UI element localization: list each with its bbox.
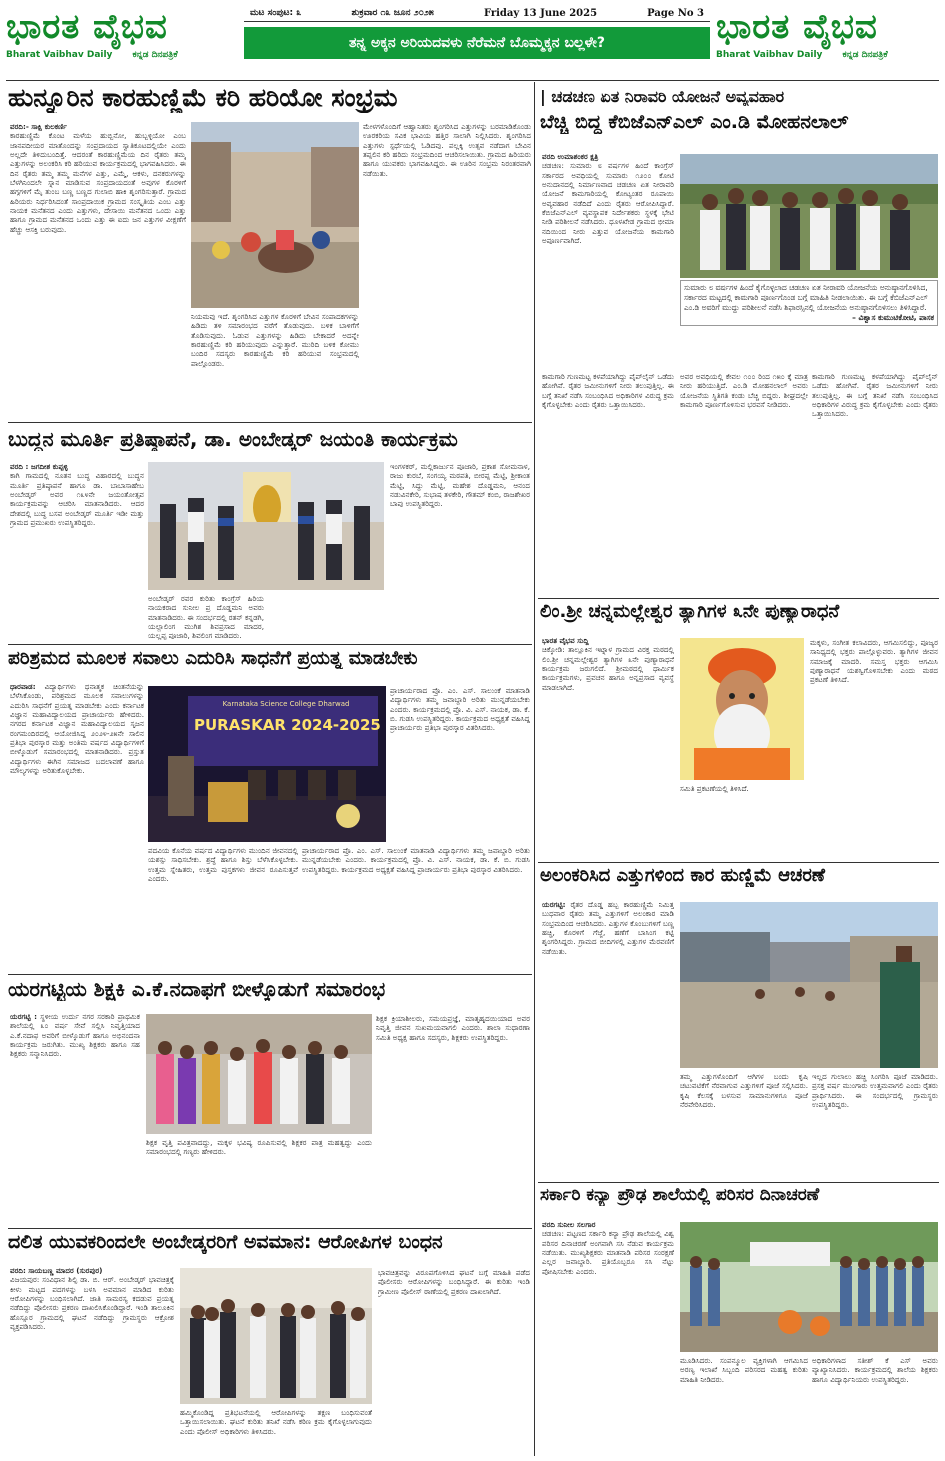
logo-subtitle-en: Bharat Vaibhav Daily [716, 50, 823, 60]
story-body-col3: ಅಂಬೇಡ್ಕರ್ ರವರ ಕುರಿತು ಕಾಂಗ್ರೆಸ್ ಹಿರಿಯ ನಾಯಕರಾದ ಸುನೀಲ ಪ್ರ ದೊಡ್ಡಮನಿ ಅವರು ಮಾತನಾಡಿದರು. ಈ ಸಂದರ್ಭದಲ್ಲಿ ರತನ್ ಕನ್ನಡಗಿ, ಯಲ್ಲಾಲಿಂಗ ಮುಗಿಶ ಶಿವಪ್ರಸಾದ ಮಾದರ, ಯಲ್ಲಪ್ಪ ಪೂಜಾರಿ, ಶಿವಲಿಂಗ ಮಾಡಿದರು. [148, 594, 264, 640]
byline: ಯರಗಟ್ಟಿ : [10, 1012, 37, 1021]
story-body-col2: ಶಿಕ್ಷಕ ವೃತ್ತಿ ಪವಿತ್ರವಾದದ್ದು, ಮಕ್ಕಳ ಭವಿಷ್ಯ ರೂಪಿಸುವಲ್ಲಿ ಶಿಕ್ಷಕರ ಪಾತ್ರ ಮಹತ್ವದ್ದು ಎಂದು ಸಮಾರಂಭದಲ್ಲಿ ಗಣ್ಯರು ಹೇಳಿದರು. [146, 1138, 372, 1157]
story-body-col3: ಪ್ರಾಚಾರ್ಯರಾದ ಪ್ರೊ. ಎಂ. ಎಸ್. ಸಾಲುಂಕೆ ಮಾತನಾಡಿ ವಿದ್ಯಾರ್ಥಿಗಳು ತಮ್ಮ ಜವಾಬ್ದಾರಿ ಅರಿತು ಮುನ್ನಡೆಯಬೇಕು ಎಂದರು. ಕಾರ್ಯಕ್ರಮದಲ್ಲಿ ಪ್ರೊ. ವಿ. ಎಸ್. ನಾಯಕ, ಡಾ. ಕೆ. ಬಿ. ಗುಡಸಿ ಉಪಸ್ಥಿತರಿದ್ದರು. ಕಾರ್ಯಕ್ರಮದ ಅಧ್ಯಕ್ಷತೆ ವಹಿಸಿದ್ದ ಪ್ರಾಚಾರ್ಯರು ಪ್ರತಿಭಾ ಪುರಸ್ಕಾರ ವಿತರಿಸಿದರು. [302, 846, 530, 874]
column-divider [534, 82, 535, 1456]
headline: ಹುನ್ನೂರಿನ ಕಾರಹುಣ್ಣಿಮೆ ಕರಿ ಹರಿಯೋ ಸಂಭ್ರಮ [8, 84, 398, 112]
story-body-col1: ಯರಗಟ್ಟಿ : ಸ್ಥಳೀಯ ಉರ್ದು ನಗರ ಸರಕಾರಿ ಪ್ರಾಥಮಿಕ ಶಾಲೆಯಲ್ಲಿ ೩೦ ವರ್ಷ ಸೇವೆ ಸಲ್ಲಿಸಿ ನಿವೃತ್ತಿಯಾದ ಎ.ಕೆ.ನದಾಫ ಅವರಿಗೆ ಬೀಳ್ಕೊಡುಗೆ ಹಾಗೂ ಅಭಿನಂದನಾ ಕಾರ್ಯಕ್ರಮ ಜರುಗಿತು. ಮುಖ್ಯ ಶಿಕ್ಷಕರು ಹಾಗೂ ಸಹ ಶಿಕ್ಷಕರು ಸನ್ಮಾನಿಸಿದರು. [10, 1012, 140, 1059]
headline: ಯರಗಟ್ಟಿಯ ಶಿಕ್ಷಕಿ ಎ.ಕೆ.ನದಾಫಗೆ ಬೀಳ್ಕೊಡುಗೆ ಸಮಾರಂಭ [8, 978, 386, 1001]
story-body-col3: ಅಧಿಕಾರಿಗಳಾದ ಸತೀಶ್ ಕೆ ಎಸ್ ಅವರು ವ್ಯಾಖ್ಯಾನಿಸಿದರು. ಕಾರ್ಯಕ್ರಮದಲ್ಲಿ ಶಾಲೆಯ ಶಿಕ್ಷಕರು ಹಾಗೂ ವಿದ್ಯಾರ್ಥಿನಿಯರು ಉಪಸ್ಥಿತರಿದ್ದರು. [812, 1356, 938, 1384]
date-english: Friday 13 June 2025 [483, 8, 598, 19]
logo-left [6, 4, 231, 76]
story-body-col2: ನಿಯಮವು ಇದೆ. ಶೃಂಗರಿಸಿದ ಎತ್ತುಗಳ ಕೊರಳಿಗೆ ಬೇವಿನ ಸಂಪಾದಕಗಳನ್ನು ಹಿಡಿದು ತಳಿ ಸಮಾರಂಭದ ವರೆಗೆ ತೊಡುವುದು. ಬಳಿಕ ಬಾಳಿಗೆಗೆ ತೊಡಿಸುವುದು. ಓಡುವ ಎತ್ತುಗಳನ್ನು ಹಿಡಿದು ಬೇಕಾದರೆ ಅದನ್ನೇ ಕಾರಹುಣ್ಣಿಮೆ ಕರಿ ಹರಿಯುವುದು ಎನ್ನುತ್ತಾರೆ. ಮುರಿದಿ ಬಳಿಕ ಕೋಮು ಬಂದಿರ ಸದಸ್ಯರು ಕಾರಹುಣ್ಣಿಮೆ ಕರಿ ಹರಿಯುವ ಸಂಭ್ರಮದಲ್ಲಿ ಪಾಲ್ಗೊಂಡರು. [191, 312, 359, 368]
story-teacher-farewell [8, 978, 530, 1001]
masthead [6, 4, 939, 78]
story-body-col2: ಪದವಿಯ ಕೊನೆಯ ವರ್ಷದ ವಿದ್ಯಾರ್ಥಿಗಳು ಮುಂದಿನ ಜೀವನದಲ್ಲಿ ಯಶಸ್ಸು ಸಾಧಿಸಬೇಕು. ಶ್ರದ್ಧೆ ಹಾಗೂ ಶಿಸ್ತು ಬೆಳೆಸಿಕೊಳ್ಳಬೇಕು. ಉತ್ತಮ ಸ್ನೇಹಿತರು, ಉತ್ತಮ ಪುಸ್ತಕಗಳು ಜೀವನ ರೂಪಿಸುತ್ತವೆ ಎಂದರು. [148, 846, 298, 884]
logo-subtitle-kn: ಕನ್ನಡ ದಿನಪತ್ರಿಕೆ [132, 50, 178, 60]
byline: ವರದಿ:- ಸಾಕ್ಷಿ ಕುಲಕರ್ಣಿ [10, 122, 67, 131]
story-body-col1: ವರದಿ ಉಮಾಶಂಕರ ಕ್ಷತ್ರಿ ಚಡಚಣ: ಸುಮಾರು ೮ ವರ್ಷಗಳ ಹಿಂದೆ ಕಾಂಗ್ರೆಸ್ ಸರ್ಕಾರದ ಅವಧಿಯಲ್ಲಿ ಸುಮಾರು ೧೨೦೦ ಕೋಟಿ ಅನುದಾನದಲ್ಲಿ ನಿರ್ಮಾಣವಾದ ಚಡಚಣ ಏತ ನೀರಾವರಿ ಯೋಜನೆ ಕಾಮಗಾರಿಯಲ್ಲಿ ಕೋಟ್ಯಂತರ ರೂಪಾಯಿ ಅವ್ಯವಹಾರ ನಡೆದಿದೆ ಎಂದು ರೈತರು ಆರೋಪಿಸಿದ್ದಾರೆ. ಕೆಬಿಜೆಎನ್‌ಎಲ್ ವ್ಯವಸ್ಥಾಪಕ ನಿರ್ದೇಶಕರು ಸ್ಥಳಕ್ಕೆ ಭೇಟಿ ನೀಡಿ ಪರಿಶೀಲನೆ ನಡೆಸಿದರು. ಧೂಳಖೇಡ ಗ್ರಾಮದ ಭೀಮಾ ನದಿಯಿಂದ ನೀರು ಎತ್ತುವ ಯೋಜನೆಯ ಕಾಮಗಾರಿ ಅಪೂರ್ಣವಾಗಿದೆ. [542, 152, 674, 246]
story-body-col2: ಹಮ್ಮಿಕೊಂಡಿದ್ದ ಪ್ರತಿಭಟನೆಯಲ್ಲಿ ಆರೋಪಿಗಳನ್ನು ತಕ್ಷಣ ಬಂಧಿಸುವಂತೆ ಒತ್ತಾಯಿಸಲಾಯಿತು. ಘಟನೆ ಕುರಿತು ತನಿಖೆ ನಡೆಸಿ ಕಠಿಣ ಕ್ರಮ ಕೈಗೊಳ್ಳಲಾಗುವುದು ಎಂದು ಪೊಲೀಸ್ ಅಧಿಕಾರಿಗಳು ತಿಳಿಸಿದರು. [180, 1408, 372, 1436]
story-caption-swamiji: ಸಮಿತಿ ಪ್ರಕಟಣೆಯಲ್ಲಿ ತಿಳಿಸಿದೆ. [680, 784, 749, 793]
story-body-col2: ಇಂಗಳಕರ್, ಮಲ್ಲಿಕಾರ್ಜುನ ಪೂಜಾರಿ, ಪ್ರಕಾಶ ಸೋಮನಾಳ, ರಾಜು ಕುರಬೆ, ಸಂಗಯ್ಯ ಮಠಪತಿ, ಬೀರಪ್ಪ ಮೆಟ್ಟಿ, ಶ್ರೀಕಾಂತ ಮೆಟ್ಟಿ, ಸಿದ್ದು ಮೆಟ್ಟಿ, ಮಹೇಶ ದೊಡ್ಡಮನಿ, ಆನಂದ ನಡುವಿನಕೇರಿ, ಸುಭಾಷ ತಳಕೇರಿ, ಗೌತಮ್ ಕಂಬಿ, ರಾಜಶೇಖರ ಬಾಪು ಉಪಸ್ಥಿತರಿದ್ದರು. [390, 462, 530, 509]
byline: ವರದಿ : ಜಗದೀಶ ಕುಪ್ಪಳ್ಳಿ [10, 462, 68, 471]
headline: ಅಲಂಕರಿಸಿದ ಎತ್ತುಗಳಿಂದ ಕಾರ ಹುಣ್ಣಿಮೆ ಆಚರಣೆ [540, 866, 825, 886]
story-body-col1: ಭಾರತ ವೈಭವ ಸುದ್ದಿ ಚಿಕ್ಕೋಡಿ: ತಾಲ್ಲೂಕಿನ ಇಟ್ನಾಳ ಗ್ರಾಮದ ವಿರಕ್ತ ಮಠದಲ್ಲಿ ಲಿಂ.ಶ್ರೀ ಚನ್ನಮಲ್ಲೇಶ್ವರ ತ್ಯಾಗಿಗಳ ೩ನೇ ಪುಣ್ಯಾರಾಧನೆ ಕಾರ್ಯಕ್ರಮ ಜರುಗಲಿದೆ. ಶ್ರೀಮಠದಲ್ಲಿ ಧಾರ್ಮಿಕ ಕಾರ್ಯಕ್ರಮಗಳು, ಪ್ರವಚನ ಹಾಗೂ ಅನ್ನಪ್ರಸಾದ ವ್ಯವಸ್ಥೆ ಮಾಡಲಾಗಿದೆ. [542, 636, 674, 692]
page-number: Page No 3 [647, 8, 704, 19]
logo-subtitle-kn: ಕನ್ನಡ ದಿನಪತ್ರಿಕೆ [842, 50, 888, 60]
village-street-photo [680, 902, 938, 1068]
story-body-col1: ವರದಿ : ಜಗದೀಶ ಕುಪ್ಪಳ್ಳಿ ಕಾಗಿ ಗಾಮದಲ್ಲಿ ನೂತನ ಬುದ್ಧ ವಿಹಾರದಲ್ಲಿ ಬುದ್ಧನ ಮೂರ್ತಿ ಪ್ರತಿಷ್ಠಾಪನೆ ಹಾಗೂ ಡಾ. ಬಾಬಾಸಾಹೇಬ ಅಂಬೇಡ್ಕರ್ ಅವರ ೧೩೪ನೇ ಜಯಂತೋತ್ಸವ ಕಾರ್ಯಕ್ರಮವನ್ನು ಆಚರಿಸಿ ಮಾತನಾಡಿದರು. ಆದರ ದೇಶದಲ್ಲಿ ಬುದ್ಧ ಬಸವ ಅಂಬೇಡ್ಕರ್ ಮೂರ್ತಿ ಇಡೀ ಮತ್ತು ಗ್ರಾಮದ ಪ್ರಮುಖರು ಉಪಸ್ಥಿತರಿದ್ದರು. [10, 462, 144, 528]
story-karahunnime [8, 84, 530, 113]
buddha-statue-photo [148, 462, 384, 590]
story-body-col1: ವರದಿ ಸುನೀಲ ಸಲಗಾರ ಚಡಚಣ: ಪಟ್ಟಣದ ಸರ್ಕಾರಿ ಕನ್ಯಾ ಪ್ರೌಢ ಶಾಲೆಯಲ್ಲಿ ವಿಶ್ವ ಪರಿಸರ ದಿನಾಚರಣೆ ಅಂಗವಾಗಿ ಸಸಿ ನೆಡುವ ಕಾರ್ಯಕ್ರಮ ನಡೆಯಿತು. ಮುಖ್ಯಶಿಕ್ಷಕರು ಮಾತನಾಡಿ ಪರಿಸರ ಸಂರಕ್ಷಣೆ ಎಲ್ಲರ ಜವಾಬ್ದಾರಿ. ಪ್ರತಿಯೊಬ್ಬರೂ ಸಸಿ ನೆಟ್ಟು ಪೋಷಿಸಬೇಕು ಎಂದರು. [542, 1220, 674, 1276]
headline-kicker: | ಚಡಚಣ ಏತ ನಿರಾವರಿ ಯೋಜನೆ ಅವ್ಯವಹಾರ [540, 88, 785, 106]
story-body-col1: ಧಾರವಾಡ: ವಿದ್ಯಾರ್ಥಿಗಳು ಧನಾತ್ಮಕ ಚಿಂತನೆಯನ್ನು ಬೆಳೆಸಿಕೊಂಡು, ಪರಿಶ್ರಮದ ಮೂಲಕ ಸವಾಲುಗಳನ್ನು ಎದುರಿಸಿ ಸಾಧನೆಗೆ ಪ್ರಯತ್ನ ಮಾಡಬೇಕು ಎಂದು ಕರ್ನಾಟಕ ವಿಜ್ಞಾನ ಮಹಾವಿದ್ಯಾಲಯದ ಪ್ರಾಚಾರ್ಯರು ಹೇಳಿದರು. ನಗರದ ಕರ್ನಾಟಕ ವಿಜ್ಞಾನ ಮಹಾವಿದ್ಯಾಲಯದ ಸೃಜನ ರಂಗಮಂದಿರದಲ್ಲಿ ಆಯೋಜಿಸಿದ್ದ ೨೦೨೪-೨೫ನೇ ಸಾಲಿನ ಪ್ರತಿಭಾ ಪುರಸ್ಕಾರ ಮತ್ತು ಅಂತಿಮ ವರ್ಷದ ವಿದ್ಯಾರ್ಥಿಗಳಿಗೆ ಬೀಳ್ಕೊಡುಗೆ ಸಮಾರಂಭದಲ್ಲಿ ಮಾತನಾಡಿದರು. ಪ್ರಸ್ತುತ ವಿದ್ಯಾರ್ಥಿಗಳು ಈಗಿನ ಸಮಾಜದ ಬದಲಾವಣೆ ಹಾಗೂ ಮೌಲ್ಯಗಳನ್ನು ಅರಿತುಕೊಳ್ಳಬೇಕು. [10, 682, 144, 776]
story-punyaradhane [540, 602, 938, 623]
story-body-col2: ಕಾಮಗಾರಿ ಗುಣಮಟ್ಟ ಕಳಪೆಯಾಗಿದ್ದು ಪೈಪ್‌ಲೈನ್ ಒಡೆದು ಹೋಗಿವೆ. ರೈತರ ಜಮೀನುಗಳಿಗೆ ನೀರು ತಲುಪುತ್ತಿಲ್ಲ. ಈ ಬಗ್ಗೆ ತನಿಖೆ ನಡೆಸಿ ಸಂಬಂಧಿಸಿದ ಅಧಿಕಾರಿಗಳ ವಿರುದ್ಧ ಕ್ರಮ ಕೈಗೊಳ್ಳಬೇಕು ಎಂದು ರೈತರು ಒತ್ತಾಯಿಸಿದರು. [542, 372, 674, 410]
headline: ದಲಿತ ಯುವಕರಿಂದಲೇ ಅಂಬೇಡ್ಕರರಿಗೆ ಅವಮಾನ: ಆರೋಪಿಗಳ ಬಂಧನ [8, 1232, 443, 1253]
byline: ವರದಿ: ಸಾಯಬಣ್ಣ ಮಾದರ (ಸುರಪುರ) [10, 1266, 103, 1275]
story-body-col1: ಯರಗಟ್ಟಿ: ರೈತರ ದೊಡ್ಡ ಹಬ್ಬ ಕಾರಹುಣ್ಣಿಮೆ ನಿಮಿತ್ತ ಬುಧವಾರ ರೈತರು ತಮ್ಮ ಎತ್ತುಗಳಿಗೆ ಅಲಂಕಾರ ಮಾಡಿ ಸಂಭ್ರಮದಿಂದ ಆಚರಿಸಿದರು. ಎತ್ತುಗಳ ಕೊಂಬುಗಳಿಗೆ ಬಣ್ಣ ಹಚ್ಚಿ, ಕೊರಳಿಗೆ ಗೆಜ್ಜೆ, ಹಣೆಗೆ ಬಾಸಿಂಗ ಕಟ್ಟಿ ಶೃಂಗರಿಸಿದ್ದರು. ಗ್ರಾಮದ ಬೀದಿಗಳಲ್ಲಿ ಎತ್ತುಗಳ ಮೆರವಣಿಗೆ ನಡೆಯಿತು. [542, 900, 674, 956]
date-kannada: ಶುಕ್ರವಾರ ೧೩ ಜೂನ ೨೦೨೫ [351, 8, 434, 18]
protest-photo [180, 1268, 372, 1404]
story-body-col3: ಶಿಕ್ಷಕ ಕ್ರಿಯಾಶೀಲರು, ಸಮಯಪ್ರಜ್ಞೆ, ಮಾತೃಹೃದಯಿಯಾದ ಅವರ ನಿವೃತ್ತಿ ಜೀವನ ಸುಖಮಯವಾಗಲಿ ಎಂದರು. ಶಾಲಾ ಸುಧಾರಣಾ ಸಮಿತಿ ಅಧ್ಯಕ್ಷ ಹಾಗೂ ಸದಸ್ಯರು, ಶಿಕ್ಷಕರು ಉಪಸ್ಥಿತರಿದ್ದರು. [376, 1014, 530, 1042]
story-chadchan-irrigation [540, 88, 938, 134]
logo-subtitle-en: Bharat Vaibhav Daily [6, 50, 113, 60]
story-body-col2: ಮೂಡಿಸಿದರು. ಸಂಪನ್ಮೂಲ ವ್ಯಕ್ತಿಗಳಾಗಿ ಆಗಮಿಸಿದ ಅರಣ್ಯ ಇಲಾಖೆ ಸಿಬ್ಬಂದಿ ಪರಿಸರದ ಮಹತ್ವ ಕುರಿತು ಮಾಹಿತಿ ನೀಡಿದರು. [680, 1356, 808, 1384]
byline: ವರದಿ ಸುನೀಲ ಸಲಗಾರ [542, 1220, 596, 1229]
story-decorated-bulls [540, 866, 938, 887]
swamiji-portrait [680, 638, 804, 780]
masthead-rule [6, 80, 939, 81]
headline: ಪರಿಶ್ರಮದ ಮೂಲಕ ಸವಾಲು ಎದುರಿಸಿ ಸಾಧನೆಗೆ ಪ್ರಯತ್ನ ಮಾಡಬೇಕು [8, 648, 418, 669]
story-body-col3: ಅವರ ಅವಧಿಯಲ್ಲಿ ಕೇವಲ ೧೦೦ ರಿಂದ ೧೫೦ ಕ್ಕೆ ಮಾತ್ರ ನೀರು ಹರಿಯುತ್ತಿದೆ. ಎಂ.ಡಿ ಮೋಹನಲಾಲ್ ಅವರು ಯೋಜನೆಯ ಸ್ಥಿತಿಗತಿ ಕಂಡು ಬೆಚ್ಚಿ ಬಿದ್ದರು. ಶೀಘ್ರದಲ್ಲೇ ಕಾಮಗಾರಿ ಪೂರ್ಣಗೊಳಿಸುವ ಭರವಸೆ ನೀಡಿದರು. [680, 372, 808, 410]
story-ambedkar-insult [8, 1232, 530, 1254]
headline: ಲಿಂ.ಶ್ರೀ ಚನ್ನಮಲ್ಲೇಶ್ವರ ತ್ಯಾಗಿಗಳ ೩ನೇ ಪುಣ್ಯಾರಾಧನೆ [540, 602, 840, 622]
story-body-col1: ವರದಿ:- ಸಾಕ್ಷಿ ಕುಲಕರ್ಣಿ ಕಾರಹುಣ್ಣಿಮೆ ಕೊಂಟ ಮಳೆಯ ಹುಬ್ಬಿನೋ, ಹುಬ್ಬಳ್ಳಿಯೋ ಎಂಬ ಜಾನಪದೀಯರ ಮಾತೊಂದನ್ನು ಸಂಪ್ರದಾಯದ ಸ್ವಾತಿಕೂಟದಲ್ಲಿಯೇ ಎಂದು ಅಲ್ಲದೇ ತಿಳಿದುಬಂದಿತ್ತೆ. ಆದರಂತೆ ಕಾರಹುಣ್ಣಿಮೆಯ ದಿನ ರೈತರು ತಮ್ಮ ಎತ್ತುಗಳನ್ನು ಅಲಂಕರಿಸಿ ಕರಿ ಹರಿಯುವ ಕಾರ್ಯಕ್ರಮದಲ್ಲಿ ಭಾಗವಹಿಸಿದರು. ಈ ದಿನ ರೈತರು ತಮ್ಮ ತಮ್ಮ ಮನೆಗಳ ಎತ್ತು, ಎಮ್ಮೆ, ಆಕಳು, ದನಕರುಗಳನ್ನು ಬೆಳಗಿನಿಂದಲೇ ಸ್ನಾನ ಮಾಡಿಸುವ ಸಂಪ್ರದಾಯದಂತೆ ಅವುಗಳ ಕೊರಳಿಗೆ ಹಗ್ಗಗಳಿಗೆ ಮೈ ತುಂಬ ಬಣ್ಣ ಬಣ್ಣದ ಗುಲಾಬಿ ಹಾಕಿ ಶೃಂಗರಿಸುತ್ತಾರೆ. ಗ್ರಾಮದ ಹಿರಿಯರು ನಿರ್ಧರಿಸಿದಂತೆ ಸಾಂಪ್ರದಾಯಿಕ ಗ್ರಾಮದ ಸಂಸ್ಕೃತಿಯ ಎಂಬ ಎತ್ತು ನಾಯಕ ಮನೆತನದ ಎಂದು ಎತ್ತುಗಳು, ದೇಸಾಯಿ ಮನೆತನದ ಒಂದು ಎತ್ತು ಹಾಗೂ ಗ್ರಾಮದ ಮನೆತನದ ಒಂದು ಎತ್ತು ಈ ಐದು ಜನ ಎತ್ತುಗಳ ವೀಕ್ಷಣೆಗೆ ಹೆಚ್ಚು ಆಸಕ್ತಿ ಬರುವುದು. [10, 122, 186, 234]
bull-race-photo [191, 122, 359, 308]
banner-subtitle: Karnataka Science College Dharwad [222, 700, 350, 708]
headline: ಬುದ್ಧನ ಮೂರ್ತಿ ಪ್ರತಿಷ್ಠಾಪನೆ, ಡಾ. ಅಂಬೇಡ್ಕರ್ ಜಯಂತಿ ಕಾರ್ಯಕ್ರಮ [8, 428, 458, 451]
issue-volume: ಮಟ ಸಂಪುಟ: ೩ [250, 8, 302, 18]
story-buddha [8, 428, 530, 451]
story-body-col3: ಇಲ್ಲದ ಗುಲಾಲು ಹಚ್ಚಿ ಸಿಂಗರಿಸಿ ಪೂಜೆ ಮಾಡಿದರು. ಪ್ರಸಕ್ತ ವರ್ಷ ಮುಂಗಾರು ಉತ್ತಮವಾಗಲಿ ಎಂದು ರೈತರು ಪ್ರಾರ್ಥಿಸಿದರು. ಈ ಸಂದರ್ಭದಲ್ಲಿ ಗ್ರಾಮಸ್ಥರು ಉಪಸ್ಥಿತರಿದ್ದರು. [812, 1072, 938, 1110]
story-body-col3-top: ಪ್ರಾಚಾರ್ಯರಾದ ಪ್ರೊ. ಎಂ. ಎಸ್. ಸಾಲುಂಕೆ ಮಾತನಾಡಿ ವಿದ್ಯಾರ್ಥಿಗಳು ತಮ್ಮ ಜವಾಬ್ದಾರಿ ಅರಿತು ಮುನ್ನಡೆಯಬೇಕು ಎಂದರು. ಕಾರ್ಯಕ್ರಮದಲ್ಲಿ ಪ್ರೊ. ವಿ. ಎಸ್. ನಾಯಕ, ಡಾ. ಕೆ. ಬಿ. ಗುಡಸಿ ಉಪಸ್ಥಿತರಿದ್ದರು. ಕಾರ್ಯಕ್ರಮದ ಅಧ್ಯಕ್ಷತೆ ವಹಿಸಿದ್ದ ಪ್ರಾಚಾರ್ಯರು ಪ್ರತಿಭಾ ಪುರಸ್ಕಾರ ವಿತರಿಸಿದರು. [390, 686, 530, 733]
felicitation-photo [146, 1014, 372, 1134]
caption-credit: – ವಿಶ್ವಾಸ ಕುಮುಟಿಕೋಟಿ, ಪಾಸಕ [852, 313, 934, 322]
award-ceremony-photo [148, 686, 386, 842]
tagline: ತನ್ನ ಅಕ್ಕನ ಅರಿಯದವಳು ನೆರೆಮನೆ ಬೊಮ್ಮಕ್ಕನ ಬಲ್ಲಳೇ? [244, 27, 710, 59]
story-body-col3: ಭಾವಚಿತ್ರವನ್ನು ವಿರೂಪಗೊಳಿಸಿದ ಘಟನೆ ಬಗ್ಗೆ ಮಾಹಿತಿ ಪಡೆದ ಪೊಲೀಸರು ಆರೋಪಿಗಳನ್ನು ಬಂಧಿಸಿದ್ದಾರೆ. ಈ ಕುರಿತು ಇಂಡಿ ಗ್ರಾಮೀಣ ಪೊಲೀಸ್ ಠಾಣೆಯಲ್ಲಿ ಪ್ರಕರಣ ದಾಖಲಾಗಿದೆ. [378, 1268, 530, 1296]
photo-caption: ಸುಮಾರು ೮ ವರ್ಷಗಳ ಹಿಂದೆ ಕೈಗೊಳ್ಳಲಾದ ಚಡಚಣ ಏತ ನೀರಾವರಿ ಯೋಜನೆಯ ಅನುಷ್ಠಾನಗೊಳಿಸಿದ, ಸರ್ಕಾರದ ಮಟ್ಟದಲ್ಲಿ ಕಾಮಗಾರಿ ಪೂರ್ಣಗೊಂಡ ಬಗ್ಗೆ ಮಾಹಿತಿ ನೀಡಲಾಯಿತು. ಈ ಬಗ್ಗೆ ಕೆಬಿಜೆಎನ್‌ಎಲ್ ಎಂ.ಡಿ ಅವರಿಗೆ ಮುದ್ದು ಪರಿಶೀಲನೆ ನಡೆಸಿ ಶಿಫಾರಸ್ಸಿನಲ್ಲಿ ಯೋಜನೆಯ ಅನುಷ್ಠಾನಗೊಳಿಸಲು ತಿಳಿಸಿದ್ದಾರೆ. – ವಿಶ್ವಾಸ ಕುಮುಟಿಕೋಟಿ, ಪಾಸಕ [680, 280, 938, 326]
story-body-col4: ಕಾಮಗಾರಿ ಗುಣಮಟ್ಟ ಕಳಪೆಯಾಗಿದ್ದು ಪೈಪ್‌ಲೈನ್ ಒಡೆದು ಹೋಗಿವೆ. ರೈತರ ಜಮೀನುಗಳಿಗೆ ನೀರು ತಲುಪುತ್ತಿಲ್ಲ. ಈ ಬಗ್ಗೆ ತನಿಖೆ ನಡೆಸಿ ಸಂಬಂಧಿಸಿದ ಅಧಿಕಾರಿಗಳ ವಿರುದ್ಧ ಕ್ರಮ ಕೈಗೊಳ್ಳಬೇಕು ಎಂದು ರೈತರು ಒತ್ತಾಯಿಸಿದರು. [812, 372, 938, 419]
logo-title: ಭಾರತ ವೈಭವ [716, 7, 878, 47]
officials-inspection-photo [680, 154, 938, 278]
story-parishrama [8, 648, 530, 669]
headline: ಸರ್ಕಾರಿ ಕನ್ಯಾ ಪ್ರೌಢ ಶಾಲೆಯಲ್ಲಿ ಪರಿಸರ ದಿನಾಚರಣೆ [540, 1186, 820, 1205]
story-body-col2: ಮಕ್ಕಳು, ಸಂಗೀತ ಕಲಾವಿದರು, ಆಗಮಿಸಲಿದ್ದು, ಪೂಜ್ಯರ ಸಾನಿಧ್ಯದಲ್ಲಿ ಭಕ್ತರು ಪಾಲ್ಗೊಳ್ಳುವರು. ತ್ಯಾಗಿಗಳ ಜೀವನ ಸಮಾಜಕ್ಕೆ ಮಾದರಿ. ಸಮಸ್ತ ಭಕ್ತರು ಆಗಮಿಸಿ ಪುಣ್ಯಾರಾಧನೆ ಯಶಸ್ವಿಗೊಳಿಸಬೇಕು ಎಂದು ಮಠದ ಪ್ರಕಟಣೆ ತಿಳಿಸಿದೆ. [810, 638, 938, 685]
logo-right [716, 4, 941, 76]
story-body-col3: ಮೇಳಗಳೊಂದಿಗೆ ಆಹ್ವಾನಿತರು ಶೃಂಗರಿಸಿದ ಎತ್ತುಗಳನ್ನು ಬರಮಾಡಿಕೊಂಡು ಊರಕರಿಯ ಸವಿಕ ಭಾವಿಯ ಹತ್ತಿರ ಸಾಲಾಗಿ ನಿಲ್ಲಿಸಿದರು. ಶೃಂಗರಿಸಿದ ಎತ್ತುಗಳು ಸ್ಪರ್ಧೆಯಲ್ಲಿ ಓಡಿದವು. ಪಲ್ಲಕ್ಕಿ ಉತ್ಸವ ನಡೆದಾಗ ಬೇವಿನ ತಪ್ಪಲಿನ ಕರಿ ಹರಿದು ಸಂಭ್ರಮದಿಂದ ಆಚರಿಸಲಾಯಿತು. ಗ್ರಾಮದ ಹಿರಿಯರು ಹಾಗೂ ಯುವಕರು ಭಾಗವಹಿಸಿದ್ದರು. ಈ ಊರಿನ ಸಂಭ್ರಮ ನಿರಂತರವಾಗಿ ನಡೆಯಿತು. [363, 122, 531, 178]
logo-title: ಭಾರತ ವೈಭವ [6, 7, 168, 47]
story-environment-day [540, 1186, 938, 1206]
byline: ವರದಿ ಉಮಾಶಂಕರ ಕ್ಷತ್ರಿ [542, 152, 599, 161]
masthead-center [244, 6, 710, 74]
banner-title: PURASKAR 2024-2025 [194, 716, 381, 734]
students-environment-photo [680, 1222, 938, 1352]
story-body-col1: ವರದಿ: ಸಾಯಬಣ್ಣ ಮಾದರ (ಸುರಪುರ) ವಿಜಯಪುರ: ಸಂವಿಧಾನ ಶಿಲ್ಪಿ ಡಾ. ಬಿ. ಆರ್. ಅಂಬೇಡ್ಕರ್ ಭಾವಚಿತ್ರಕ್ಕೆ ಕೀಳು ಮಟ್ಟದ ಪದಗಳನ್ನು ಬಳಸಿ ಅವಮಾನ ಮಾಡಿದ ಕುರಿತು ಆರೋಪಿಗಳನ್ನು ಬಂಧಿಸಲಾಗಿದೆ. ಜಾತಿ ಸಾಮರಸ್ಯ ಕದಡುವ ಪ್ರಯತ್ನ ನಡೆದಿದ್ದು ಪೊಲೀಸರು ಪ್ರಕರಣ ದಾಖಲಿಸಿಕೊಂಡಿದ್ದಾರೆ. ಇಂಡಿ ತಾಲೂಕಿನ ಹೊಸ್ಸೂರ ಗ್ರಾಮದಲ್ಲಿ ಘಟನೆ ನಡೆದಿದ್ದು ಗ್ರಾಮಸ್ಥರು ಆಕ್ರೋಶ ವ್ಯಕ್ತಪಡಿಸಿದರು. [10, 1266, 174, 1332]
headline: ಬೆಚ್ಚಿ ಬಿದ್ದ ಕೆಬಿಜೆಎನ್‌ಎಲ್ ಎಂ.ಡಿ ಮೋಹನಲಾಲ್ [540, 112, 849, 134]
byline: ಧಾರವಾಡ: [10, 682, 36, 691]
byline: ಭಾರತ ವೈಭವ ಸುದ್ದಿ [542, 636, 589, 645]
byline: ಯರಗಟ್ಟಿ: [542, 900, 566, 909]
story-body-col2: ತಮ್ಮ ಎತ್ತುಗಳೊಂದಿಗೆ ಆಗಿಗಳ ಬಂದು ಕೃಷಿ ಚಟುವಟಿಕೆಗೆ ನೆರವಾಗುವ ಎತ್ತುಗಳಿಗೆ ಪೂಜೆ ಸಲ್ಲಿಸಿದರು. ಕೃಷಿ ಕೆಲಸಕ್ಕೆ ಬಳಸುವ ಸಾಮಾನುಗಳಿಗೂ ಪೂಜೆ ನೆರವೇರಿಸಿದರು. [680, 1072, 808, 1110]
